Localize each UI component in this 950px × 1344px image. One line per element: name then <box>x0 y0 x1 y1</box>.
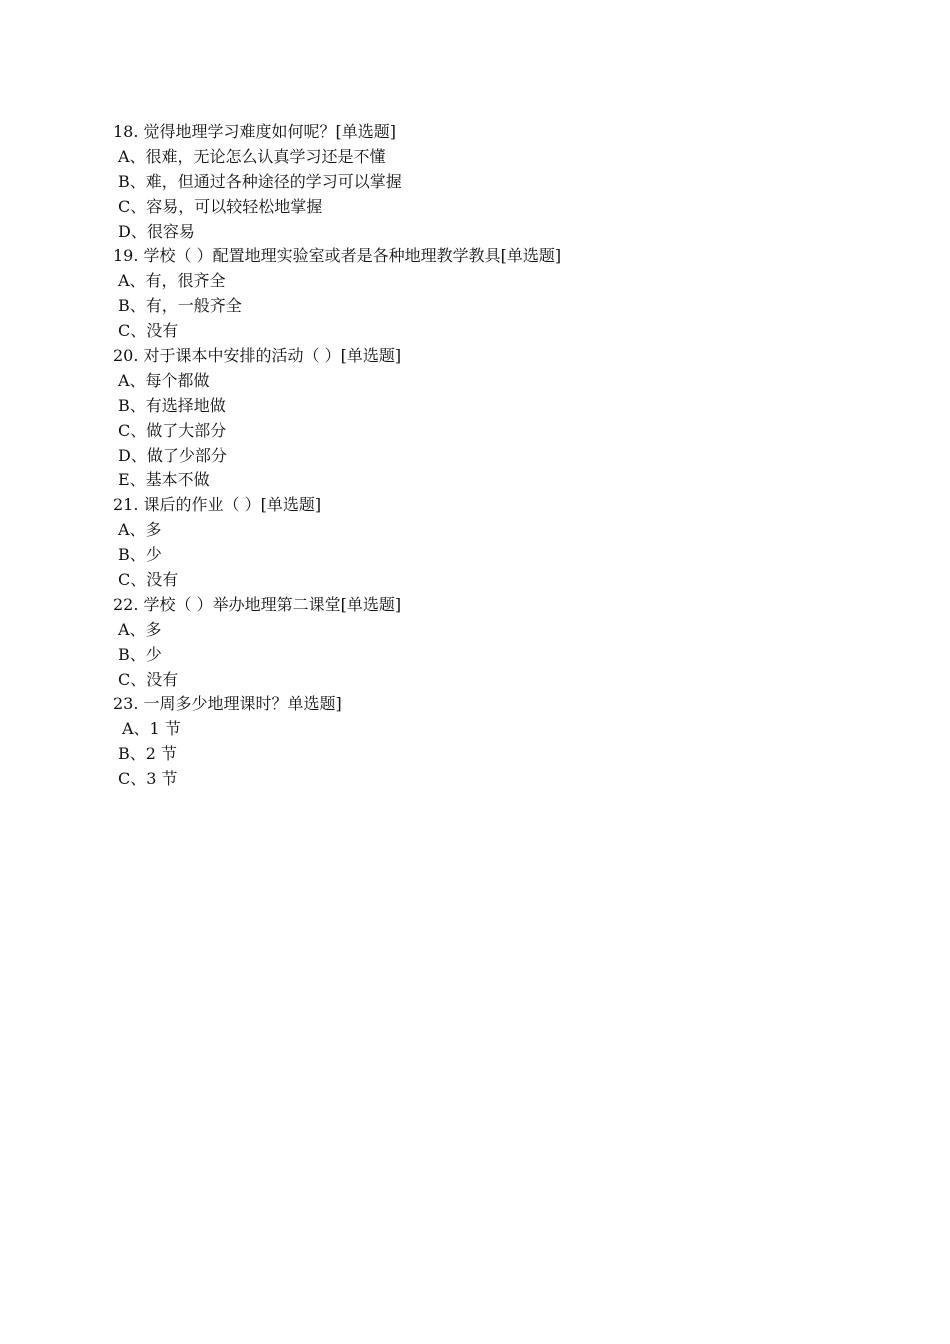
question-21-option-b: B、少 <box>118 545 162 565</box>
question-18-option-a: A、很难，无论怎么认真学习还是不懂 <box>118 146 386 166</box>
question-20-option-e: E、基本不做 <box>118 470 210 490</box>
question-21-option-c: C、没有 <box>118 570 179 590</box>
survey-content <box>113 120 833 792</box>
question-21-option-a: A、多 <box>118 520 162 540</box>
question-22-option-b: B、少 <box>118 644 162 664</box>
question-22-option-c: C、没有 <box>118 669 179 689</box>
question-18-option-b: B、难，但通过各种途径的学习可以掌握 <box>118 171 402 191</box>
question-19-option-a: A、有，很齐全 <box>118 271 226 291</box>
question-19-option-c: C、没有 <box>118 321 179 341</box>
question-20-option-b: B、有选择地做 <box>118 395 226 415</box>
question-19-title: 19. 学校（ ）配置地理实验室或者是各种地理教学教具[单选题] <box>113 246 562 266</box>
question-20-option-d: D、做了少部分 <box>118 445 227 465</box>
question-18-option-d: D、很容易 <box>118 221 195 241</box>
question-23-option-a: A、1 节 <box>122 719 181 739</box>
question-20-title: 20. 对于课本中安排的活动（ ）[单选题] <box>113 346 402 366</box>
question-23-option-b: B、2 节 <box>118 744 178 764</box>
question-23-title: 23. 一周多少地理课时？单选题] <box>113 694 342 714</box>
question-21-title: 21. 课后的作业（ ）[单选题] <box>113 495 322 515</box>
question-20-option-c: C、做了大部分 <box>118 420 227 440</box>
question-18-option-c: C、容易，可以较轻松地掌握 <box>118 196 323 216</box>
question-19-option-b: B、有，一般齐全 <box>118 296 242 316</box>
question-22-option-a: A、多 <box>118 619 162 639</box>
question-20-option-a: A、每个都做 <box>118 370 210 390</box>
question-23-option-c: C、3 节 <box>118 769 178 789</box>
question-22-title: 22. 学校（ ）举办地理第二课堂[单选题] <box>113 594 402 614</box>
question-18-title: 18. 觉得地理学习难度如何呢？[单选题] <box>113 122 397 141</box>
